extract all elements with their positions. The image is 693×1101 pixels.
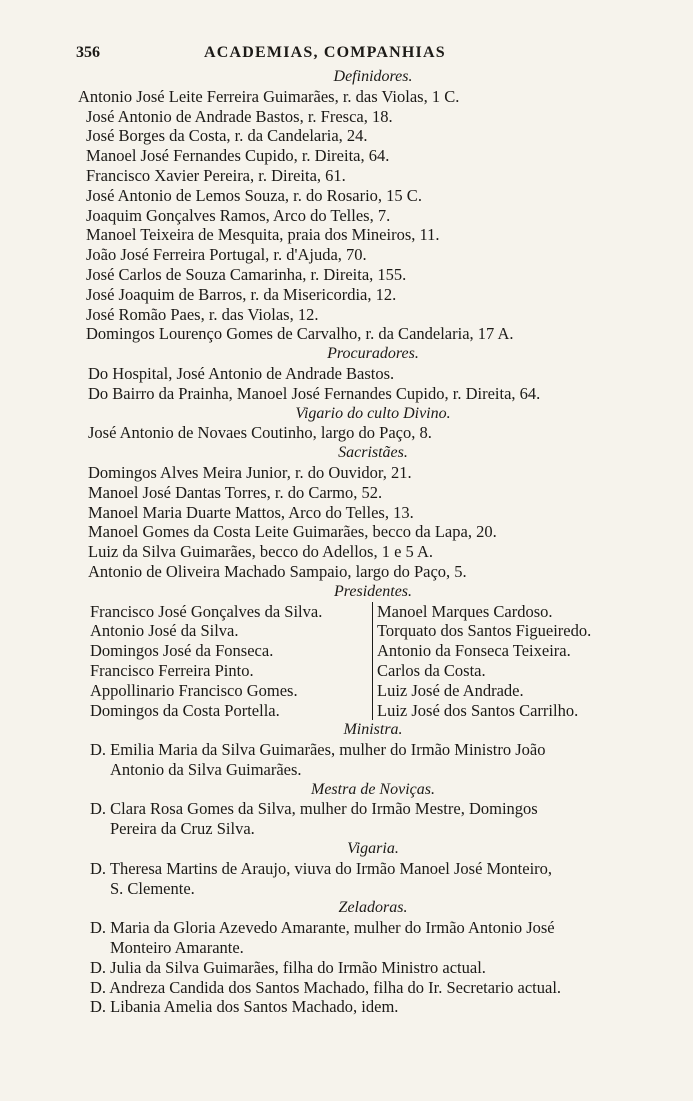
- definidor-entry: Domingos Lourenço Gomes de Carvalho, r. da Candelaria, 17 A.: [86, 324, 514, 344]
- sacristao-entry: Luiz da Silva Guimarães, becco do Adellos, 1 e 5 A.: [88, 542, 434, 562]
- zeladora-entry: [78, 978, 668, 998]
- presidente-entry: Manoel Marques Cardoso.: [377, 601, 553, 621]
- presidente-entry: Luiz José de Andrade.: [377, 680, 524, 700]
- zeladora-entry: [78, 997, 668, 1017]
- section-heading-sacristaes: Sacristães.: [338, 444, 408, 462]
- definidor-entry: José Carlos de Souza Camarinha, r. Direita, 155.: [86, 264, 407, 284]
- entry-line: D. Maria da Gloria Azevedo Amarante, mulher do Irmão Antonio José: [90, 918, 555, 938]
- presidente-entry: Appollinario Francisco Gomes.: [90, 680, 298, 700]
- definidor-entry: Manoel Teixeira de Mesquita, praia dos Mineiros, 11.: [86, 225, 440, 245]
- section-heading-vigario: Vigario do culto Divino.: [295, 404, 451, 422]
- procurador-entry: Do Bairro da Prainha, Manoel José Fernandes Cupido, r. Direita, 64.: [88, 383, 541, 403]
- presidente-entry: Carlos da Costa.: [377, 660, 486, 680]
- sacristao-entry: Domingos Alves Meira Junior, r. do Ouvidor, 21.: [88, 462, 412, 482]
- definidor-entry: Manoel José Fernandes Cupido, r. Direita, 64.: [86, 146, 390, 166]
- definidor-entry: Antonio José Leite Ferreira Guimarães, r. das Violas, 1 C.: [78, 86, 460, 106]
- section-heading-procuradores: Procuradores.: [327, 345, 419, 363]
- definidor-entry: João José Ferreira Portugal, r. d'Ajuda, 70.: [86, 245, 367, 265]
- presidente-entry: Francisco Ferreira Pinto.: [90, 660, 254, 680]
- presidente-entry: Francisco José Gonçalves da Silva.: [90, 601, 323, 621]
- presidentes-right-column: [372, 602, 591, 721]
- entry-line: D. Clara Rosa Gomes da Silva, mulher do Irmão Mestre, Domingos: [90, 799, 538, 819]
- definidor-entry: José Borges da Costa, r. da Candelaria, 24.: [86, 126, 368, 146]
- entry-line-continuation: Antonio da Silva Guimarães.: [110, 759, 302, 779]
- page-header: [76, 44, 656, 66]
- section-heading-presidentes: Presidentes.: [333, 582, 413, 600]
- mestra-entry: [78, 799, 668, 839]
- running-title: ACADEMIAS, COMPANHIAS: [204, 44, 446, 61]
- entry-line: D. Theresa Martins de Araujo, viuva do Irmão Manoel José Monteiro,: [90, 858, 553, 878]
- definidor-entry: José Joaquim de Barros, r. da Misericordia, 12.: [86, 284, 397, 304]
- entry-line: D. Julia da Silva Guimarães, filha do Irmão Ministro actual.: [90, 957, 486, 977]
- ministra-entry: [78, 740, 668, 780]
- presidente-entry: Antonio José da Silva.: [90, 621, 239, 641]
- sacristao-entry: Manoel Gomes da Costa Leite Guimarães, becco da Lapa, 20.: [88, 522, 497, 542]
- zeladora-entry: [78, 918, 668, 958]
- page-content: [78, 67, 668, 1017]
- entry-line-continuation: S. Clemente.: [110, 878, 195, 898]
- vigaria-entry: [78, 859, 668, 899]
- section-heading-ministra: Ministra.: [343, 721, 403, 739]
- presidente-entry: Antonio da Fonseca Teixeira.: [377, 641, 571, 661]
- section-heading-mestra: Mestra de Noviças.: [311, 780, 435, 798]
- presidentes-columns: [78, 602, 668, 721]
- entry-line: D. Libania Amelia dos Santos Machado, idem.: [90, 997, 399, 1017]
- presidente-entry: Luiz José dos Santos Carrilho.: [377, 700, 579, 720]
- zeladora-entry: [78, 958, 668, 978]
- definidor-entry: Francisco Xavier Pereira, r. Direita, 61.: [86, 165, 346, 185]
- definidor-entry: José Romão Paes, r. das Violas, 12.: [86, 304, 319, 324]
- definidor-entry: José Antonio de Lemos Souza, r. do Rosario, 15 C.: [86, 185, 422, 205]
- definidor-entry: José Antonio de Andrade Bastos, r. Fresca, 18.: [86, 106, 393, 126]
- vigario-entry: José Antonio de Novaes Coutinho, largo do Paço, 8.: [88, 423, 432, 443]
- procurador-entry: Do Hospital, José Antonio de Andrade Bastos.: [88, 363, 395, 383]
- entry-line: D. Emilia Maria da Silva Guimarães, mulher do Irmão Ministro João: [90, 740, 546, 760]
- sacristao-entry: Manoel José Dantas Torres, r. do Carmo, 52.: [88, 482, 383, 502]
- presidentes-left-column: [90, 602, 372, 721]
- section-heading-zeladoras: Zeladoras.: [338, 899, 408, 917]
- presidente-entry: Domingos José da Fonseca.: [90, 641, 274, 661]
- definidor-entry: Joaquim Gonçalves Ramos, Arco do Telles, 7.: [86, 205, 391, 225]
- presidente-entry: Domingos da Costa Portella.: [90, 700, 280, 720]
- section-heading-definidores: Definidores.: [333, 68, 413, 85]
- presidente-entry: Torquato dos Santos Figueiredo.: [377, 621, 592, 641]
- entry-line: D. Andreza Candida dos Santos Machado, filha do Ir. Secretario actual.: [90, 977, 562, 997]
- sacristao-entry: Antonio de Oliveira Machado Sampaio, largo do Paço, 5.: [88, 561, 467, 581]
- page-number: 356: [76, 44, 100, 61]
- entry-line-continuation: Monteiro Amarante.: [110, 938, 244, 958]
- section-heading-vigaria: Vigaria.: [347, 840, 399, 858]
- entry-line-continuation: Pereira da Cruz Silva.: [110, 819, 255, 839]
- sacristao-entry: Manoel Maria Duarte Mattos, Arco do Telles, 13.: [88, 502, 414, 522]
